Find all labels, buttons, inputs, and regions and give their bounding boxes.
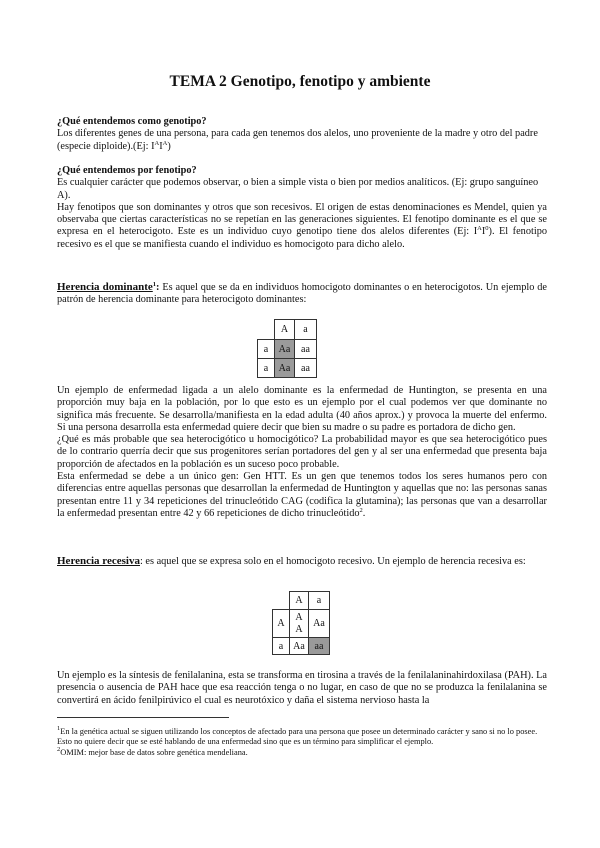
huntington-paragraph-1: Un ejemplo de enfermedad ligada a un alelo dominante es la enfermedad de Huntington, se presenta en una proporción muy baja en la población, por lo que esto es un ejemplo por el cual podemos ver que dominante no significa más frecuente. Se desarrolla/manifiesta en la edad adulta (40 años aprox.) y provoca la muerte del enfermo. Si una persona desarrolla esta enfermedad quiere decir que bien su madre o su padre es portadora de dicho gen. — [57, 385, 547, 433]
punnett-cell: Aa — [275, 359, 295, 378]
genotipo-heading: ¿Qué entendemos como genotipo? — [57, 116, 207, 127]
punnett-cell: Aa — [309, 610, 330, 638]
fenilalanina-paragraph: Un ejemplo es la síntesis de fenilalanina, esta se transforma en tirosina a través de la fenilalaninahirdoxilasa (PAH). La presencia o ausencia de PAH hace que esa reacción tenga o no lugar, en caso de que no se produzca la fenilalanina se convertirá en ácido fenilpirúvico el cual es neurotóxico y daña el sistema nervioso hasta la — [57, 670, 547, 706]
punnett-cell — [273, 592, 290, 610]
punnett-cell: A — [273, 610, 290, 638]
footnote-1: $^1$En la genética actual se siguen utilizando los conceptos de afectado para una persona que posee un determinado carácter y sano si no lo posee. Esto no quiere decir que se esté hablando de una enfermedad sino que es un término para simplificar el ejemplo. — [57, 725, 538, 747]
dominante-body — [57, 385, 547, 520]
punnett-cell: A — [290, 592, 309, 610]
punnett-cell: a — [273, 638, 290, 655]
punnett-cell: A A — [290, 610, 309, 638]
punnett-cell: aa — [295, 359, 317, 378]
punnett-cell: a — [309, 592, 330, 610]
punnett-dominante — [257, 319, 317, 378]
punnett-cell: Aa — [290, 638, 309, 655]
fenotipo-section — [57, 165, 547, 251]
fenotipo-text-1: Es cualquier carácter que podemos observar, o bien a simple vista o bien por medios analíticos. (Ej: grupo sanguíneo A). — [57, 177, 539, 201]
huntington-paragraph-3: Esta enfermedad se debe a un único gen: Gen HTT. Es un gen que tenemos todos los seres humanos pero con diferencias entre aquellas personas que desarrollan la enfermedad de Huntington y aquellas que no: las personas sanas presentan entre 11 y 34 repeticiones del trinucleótido CAG (codifica la glutamina); las personas que van a desarrollar la enfermedad presentan entre 42 y 66 repeticiones de dicho trinucleótido$^2$. — [57, 471, 547, 519]
genotipo-section — [57, 116, 547, 153]
recesiva-heading: Herencia recesiva — [57, 555, 140, 567]
footnote-2: $^2$OMIM: mejor base de datos sobre genética mendeliana. — [57, 745, 248, 757]
footnotes — [57, 727, 547, 758]
punnett-cell — [258, 320, 275, 340]
footnote-ref-2[interactable]: 2 — [359, 506, 363, 514]
punnett-cell: aa — [309, 638, 330, 655]
punnett-cell: aa — [295, 340, 317, 359]
recesiva-intro: Herencia recesiva: es aquel que se expresa solo en el homocigoto recesivo. Un ejemplo de herencia recesiva es: — [57, 555, 526, 567]
fenotipo-heading: ¿Qué entendemos por fenotipo? — [57, 165, 197, 176]
punnett-cell: a — [258, 340, 275, 359]
recesiva-body — [57, 670, 547, 707]
footnote-ref-1[interactable]: 1 — [152, 281, 157, 288]
punnett-recesiva — [272, 591, 330, 655]
punnett-cell: A — [275, 320, 295, 340]
punnett-cell: a — [295, 320, 317, 340]
punnett-cell: a — [258, 359, 275, 378]
huntington-paragraph-2: ¿Qué es más probable que sea heterocigótico u homocigótico? La probabilidad mayor es que sea heterocigótico pues de lo contrario querría decir que sus progenitores serían portadores del gen y al ser una enfermedad que presenta baja proporción de afectados en la población es un suceso poco probable. — [57, 434, 547, 470]
punnett-cell: Aa — [275, 340, 295, 359]
dominante-intro: Herencia dominante$^1$: Es aquel que se da en individuos homocigoto dominantes o en heterocigotos. Un ejemplo de patrón de herencia dominante para heterocigoto dominantes: — [57, 281, 547, 306]
footnote-divider — [57, 717, 229, 718]
dominante-heading: Herencia dominante — [57, 281, 153, 293]
genotipo-text: Los diferentes genes de una persona, para cada gen tenemos dos alelos, uno proveniente de la madre y otro del padre (especie diploide).(Ej: $I^AI^A$) — [57, 128, 538, 152]
fenotipo-text-2: Hay fenotipos que son dominantes y otros que son recesivos. El origen de estas denominaciones es Mendel, quien ya observaba que ciertas características no se repetían en las generaciones siguientes. El fenotipo dominante es el que se expresa en el heterocigoto. Este es un individuo cuyo genotipo tiene dos alelos diferentes (Ej: $I^AI^0$). El fenotipo recesivo es el que se manifiesta cuando el individuo es homocigoto para dicho alelo. — [57, 201, 547, 250]
page-title: TEMA 2 Genotipo, fenotipo y ambiente — [169, 73, 431, 90]
